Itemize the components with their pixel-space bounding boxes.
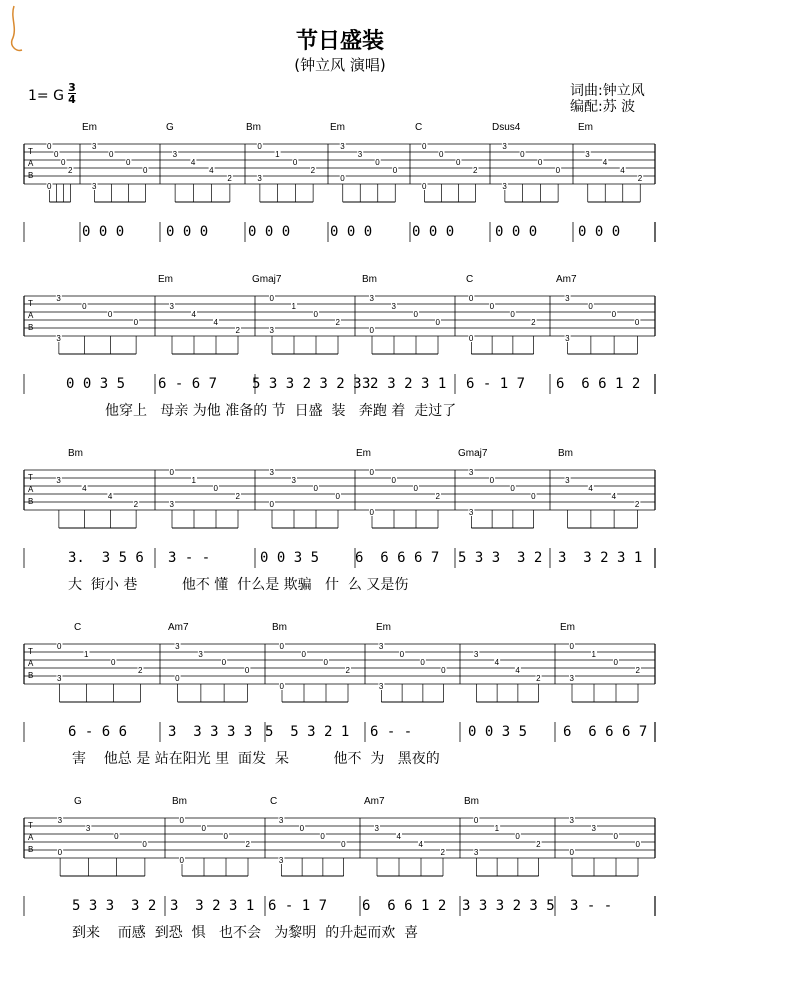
credit-lyrics-music: 词曲:钟立风: [570, 83, 645, 99]
chord-label: Bm: [272, 622, 287, 633]
fret-number: 3: [591, 824, 596, 833]
fret-number: 0: [392, 166, 398, 175]
fret-number: 0: [468, 294, 474, 303]
jianpu-measure: 3 3 2 3 1: [558, 550, 643, 566]
fret-number: 0: [422, 182, 427, 191]
fret-number: 3: [257, 174, 262, 183]
fret-number: 0: [520, 150, 525, 159]
tab-staff: [0, 144, 800, 214]
fret-number: 0: [179, 856, 184, 865]
tab-clef-letter: T: [28, 473, 33, 482]
fret-number: 2: [133, 500, 139, 509]
jianpu-measure: 3. 3 5 6: [68, 550, 144, 566]
fret-number: 4: [611, 492, 617, 501]
fret-number: 2: [138, 666, 143, 675]
tab-staff: [0, 296, 800, 366]
tab-clef-letter: T: [28, 299, 33, 308]
fret-number: 3: [56, 476, 61, 485]
jianpu-measure: 0 0 0: [578, 224, 621, 240]
chord-label: Em: [158, 274, 173, 285]
tab-clef-letter: T: [28, 147, 33, 156]
jianpu-measure: 6 - 6 6: [68, 724, 128, 740]
fret-number: 3: [569, 674, 574, 683]
fret-number: 0: [143, 166, 148, 175]
fret-number: 0: [61, 158, 66, 167]
fret-number: 3: [565, 294, 570, 303]
fret-number: 0: [413, 484, 418, 493]
fret-number: 3: [269, 468, 274, 477]
jianpu-measure: 6 - 6 7: [158, 376, 218, 392]
song-subtitle: (钟立风 演唱): [294, 56, 386, 74]
fret-number: 3: [56, 294, 61, 303]
jianpu-measure: 0 0 3 5: [468, 724, 528, 740]
jianpu-measure: 5 3 3 3 2: [72, 898, 157, 914]
tab-clef-letter: B: [28, 497, 34, 506]
chord-label: Gmaj7: [458, 448, 488, 459]
fret-number: 3: [473, 848, 479, 857]
fret-number: 3: [278, 816, 284, 825]
tab-clef-letter: B: [28, 845, 34, 854]
fret-number: 0: [510, 484, 515, 493]
tab-staff: [0, 818, 800, 888]
fret-number: 4: [588, 484, 593, 493]
fret-number: 0: [109, 150, 114, 159]
jianpu-measure: 5 3 3 2 3 2 3 2: [252, 376, 379, 392]
fret-number: 3: [468, 468, 474, 477]
fret-number: 0: [399, 650, 405, 659]
fret-number: 0: [301, 650, 306, 659]
tab-staff: [0, 644, 800, 714]
jianpu-measure: 0 0 0: [248, 224, 291, 240]
fret-number: 3: [378, 642, 384, 651]
fret-number: 0: [635, 840, 640, 849]
fret-number: 2: [473, 166, 478, 175]
fret-number: 0: [114, 832, 119, 841]
fret-number: 2: [335, 318, 340, 327]
fret-number: 0: [375, 158, 380, 167]
jianpu-measure: 5 3 3 3 2: [458, 550, 543, 566]
tab-clef-letter: B: [28, 171, 34, 180]
chord-label: Bm: [362, 274, 377, 285]
fret-number: 0: [320, 832, 325, 841]
lyrics-line: 到来 而感 到恐 惧 也不会 为黎明 的升起而欢 喜: [72, 925, 419, 941]
time-signature: [68, 82, 76, 105]
fret-number: 3: [502, 182, 507, 191]
fret-number: 0: [341, 840, 346, 849]
fret-number: 0: [613, 832, 618, 841]
jianpu-measure: 3 - -: [570, 898, 613, 914]
fret-number: 2: [634, 500, 640, 509]
fret-number: 0: [515, 832, 520, 841]
time-signature-top: 3: [68, 81, 76, 94]
fret-number: 0: [435, 318, 440, 327]
fret-number: 4: [396, 832, 401, 841]
fret-number: 4: [620, 166, 625, 175]
fret-number: 0: [335, 492, 340, 501]
fret-number: 2: [637, 174, 643, 183]
fret-number: 0: [257, 142, 262, 151]
fret-number: 0: [299, 824, 305, 833]
fret-number: 2: [310, 166, 316, 175]
fret-number: 3: [378, 682, 384, 691]
key-signature: 1= G: [28, 88, 64, 104]
fret-number: 0: [107, 310, 113, 319]
fret-number: 1: [275, 150, 280, 159]
jianpu-measure: 3 3 3 2 3 5: [462, 898, 555, 914]
chord-label: G: [74, 796, 82, 807]
fret-number: 4: [418, 840, 423, 849]
fret-number: 4: [213, 318, 218, 327]
fret-number: 3: [175, 642, 180, 651]
fret-number: 0: [323, 658, 328, 667]
fret-number: 0: [510, 310, 515, 319]
jianpu-measure: 3 3 3 3 3: [168, 724, 253, 740]
jianpu-measure: 0 0 0: [166, 224, 209, 240]
fret-number: 0: [613, 658, 618, 667]
fret-number: 1: [291, 302, 296, 311]
fret-number: 4: [190, 158, 196, 167]
fret-number: 3: [374, 824, 379, 833]
jianpu-measure: 6 6 6 6 7: [355, 550, 440, 566]
tab-clef-letter: A: [28, 485, 34, 494]
chord-label: Em: [578, 122, 593, 133]
lyrics-line: 他穿上 母亲 为他 准备的 节 日盛 装 奔跑 着 走过了: [105, 403, 457, 419]
fret-number: 0: [588, 302, 593, 311]
fret-number: 0: [369, 326, 374, 335]
jianpu-measure: 0 0 3 5: [66, 376, 126, 392]
jianpu-measure: 3 - -: [168, 550, 211, 566]
fret-number: 0: [269, 294, 274, 303]
fret-number: 2: [235, 492, 240, 501]
fret-number: 0: [292, 158, 298, 167]
fret-number: 0: [420, 658, 425, 667]
fret-number: 0: [569, 848, 574, 857]
fret-number: 2: [68, 166, 73, 175]
fret-number: 0: [82, 302, 87, 311]
fret-number: 3: [85, 824, 91, 833]
fret-number: 2: [235, 326, 240, 335]
fret-number: 3: [369, 294, 374, 303]
chord-label: Gmaj7: [252, 274, 282, 285]
fret-number: 0: [169, 468, 174, 477]
fret-number: 3: [278, 856, 284, 865]
fret-number: 3: [169, 500, 174, 509]
chord-label: Em: [82, 122, 97, 133]
chord-label: C: [270, 796, 278, 807]
fret-number: 0: [223, 832, 228, 841]
lyrics-line: 害 他总 是 站在阳光 里 面发 呆 他不 为 黑夜的: [72, 751, 440, 767]
fret-number: 0: [531, 492, 536, 501]
jianpu-measure: 5 5 3 2 1: [265, 724, 350, 740]
chord-label: Bm: [246, 122, 261, 133]
chord-label: Bm: [558, 448, 573, 459]
jianpu-measure: 0 0 0: [412, 224, 455, 240]
fret-number: 0: [133, 318, 139, 327]
tab-clef-letter: A: [28, 659, 34, 668]
chord-label: C: [415, 122, 423, 133]
chord-label: Bm: [172, 796, 187, 807]
credit-arranger: 编配:苏 波: [570, 99, 636, 115]
fret-number: 3: [468, 508, 474, 517]
fret-number: 0: [413, 310, 418, 319]
song-title: 节日盛装: [295, 29, 384, 54]
fret-number: 2: [440, 848, 445, 857]
chord-label: C: [466, 274, 474, 285]
jianpu-measure: 0 0 0: [82, 224, 125, 240]
fret-number: 0: [142, 840, 147, 849]
fret-number: 2: [245, 840, 250, 849]
fret-number: 1: [591, 650, 596, 659]
fret-number: 4: [191, 310, 196, 319]
fret-number: 3: [269, 326, 274, 335]
jianpu-measure: 6 6 6 1 2: [362, 898, 447, 914]
fret-number: 0: [57, 642, 62, 651]
fret-number: 4: [209, 166, 214, 175]
chord-label: Am7: [556, 274, 577, 285]
chord-label: Em: [560, 622, 575, 633]
fret-number: 2: [435, 492, 440, 501]
jianpu-measure: 3 3 2 3 1: [362, 376, 447, 392]
fret-number: 3: [473, 650, 479, 659]
fret-number: 0: [269, 500, 274, 509]
fret-number: 4: [82, 484, 87, 493]
chord-label: Em: [330, 122, 345, 133]
chord-label: Bm: [68, 448, 83, 459]
fret-number: 1: [84, 650, 89, 659]
fret-number: 3: [291, 476, 296, 485]
fret-number: 3: [56, 334, 61, 343]
fret-number: 0: [569, 642, 574, 651]
fret-number: 3: [169, 302, 174, 311]
fret-number: 0: [611, 310, 617, 319]
fret-number: 0: [57, 848, 63, 857]
fret-number: 2: [536, 674, 541, 683]
fret-number: 0: [489, 302, 495, 311]
chord-label: Bm: [464, 796, 479, 807]
fret-number: 0: [369, 508, 374, 517]
tab-clef-letter: T: [28, 821, 33, 830]
fret-number: 0: [313, 484, 318, 493]
fret-number: 3: [57, 674, 62, 683]
time-signature-bottom: 4: [68, 93, 76, 106]
chord-label: C: [74, 622, 82, 633]
tab-clef-letter: T: [28, 647, 33, 656]
fret-number: 0: [473, 816, 479, 825]
fret-number: 0: [279, 682, 284, 691]
fret-number: 3: [565, 476, 570, 485]
tab-clef-letter: B: [28, 323, 34, 332]
fret-number: 0: [340, 174, 345, 183]
fret-number: 1: [191, 476, 196, 485]
fret-number: 0: [279, 642, 284, 651]
fret-number: 2: [536, 840, 541, 849]
fret-number: 0: [422, 142, 427, 151]
fret-number: 0: [201, 824, 206, 833]
fret-number: 3: [172, 150, 178, 159]
tab-clef-letter: A: [28, 311, 34, 320]
fret-number: 4: [602, 158, 608, 167]
fret-number: 0: [456, 158, 461, 167]
fret-number: 0: [489, 476, 495, 485]
chord-label: G: [166, 122, 174, 133]
fret-number: 4: [515, 666, 520, 675]
fret-number: 3: [92, 142, 97, 151]
chord-label: Dsus4: [492, 122, 521, 133]
fret-number: 0: [175, 674, 180, 683]
fret-number: 0: [54, 150, 59, 159]
fret-number: 4: [494, 658, 500, 667]
lyrics-line: 大 街小 巷 他不 懂 什么是 欺骗 什 么 又是伤: [68, 577, 409, 593]
fret-number: 0: [213, 484, 218, 493]
fret-number: 0: [179, 816, 184, 825]
fret-number: 3: [198, 650, 203, 659]
tab-clef-letter: A: [28, 833, 34, 842]
fret-number: 3: [92, 182, 97, 191]
fret-number: 0: [313, 310, 318, 319]
jianpu-measure: 6 - 1 7: [268, 898, 328, 914]
fret-number: 3: [57, 816, 63, 825]
fret-number: 0: [634, 318, 640, 327]
fret-number: 0: [221, 658, 227, 667]
fret-number: 0: [244, 666, 250, 675]
fret-number: 0: [111, 658, 116, 667]
fret-number: 0: [47, 182, 52, 191]
chord-label: Em: [356, 448, 371, 459]
fret-number: 2: [345, 666, 350, 675]
fret-number: 4: [107, 492, 113, 501]
jianpu-measure: 0 0 0: [330, 224, 373, 240]
jianpu-measure: 6 6 6 6 7: [563, 724, 648, 740]
tab-clef-letter: A: [28, 159, 34, 168]
chord-label: Am7: [168, 622, 189, 633]
fret-number: 0: [468, 334, 474, 343]
fret-number: 0: [369, 468, 374, 477]
fret-number: 3: [585, 150, 590, 159]
fret-number: 0: [47, 142, 52, 151]
fret-number: 0: [441, 666, 446, 675]
fret-number: 3: [565, 334, 570, 343]
chord-label: Em: [376, 622, 391, 633]
fret-number: 2: [531, 318, 536, 327]
jianpu-measure: 6 - -: [370, 724, 413, 740]
jianpu-measure: 0 0 0: [495, 224, 538, 240]
tab-staff: [0, 470, 800, 540]
jianpu-measure: 6 6 6 1 2: [556, 376, 641, 392]
fret-number: 2: [635, 666, 640, 675]
fret-number: 3: [357, 150, 363, 159]
fret-number: 3: [502, 142, 507, 151]
fret-number: 3: [340, 142, 345, 151]
jianpu-measure: 6 - 1 7: [466, 376, 526, 392]
fret-number: 3: [391, 302, 396, 311]
chord-label: Am7: [364, 796, 385, 807]
tab-clef-letter: B: [28, 671, 34, 680]
fret-number: 0: [555, 166, 561, 175]
fret-number: 0: [537, 158, 543, 167]
fret-number: 0: [126, 158, 131, 167]
jianpu-measure: 0 0 3 5: [260, 550, 320, 566]
fret-number: 2: [227, 174, 232, 183]
jianpu-measure: 3 3 2 3 1: [170, 898, 255, 914]
fret-number: 0: [391, 476, 396, 485]
fret-number: 3: [569, 816, 574, 825]
fret-number: 1: [494, 824, 500, 833]
fret-number: 0: [439, 150, 444, 159]
